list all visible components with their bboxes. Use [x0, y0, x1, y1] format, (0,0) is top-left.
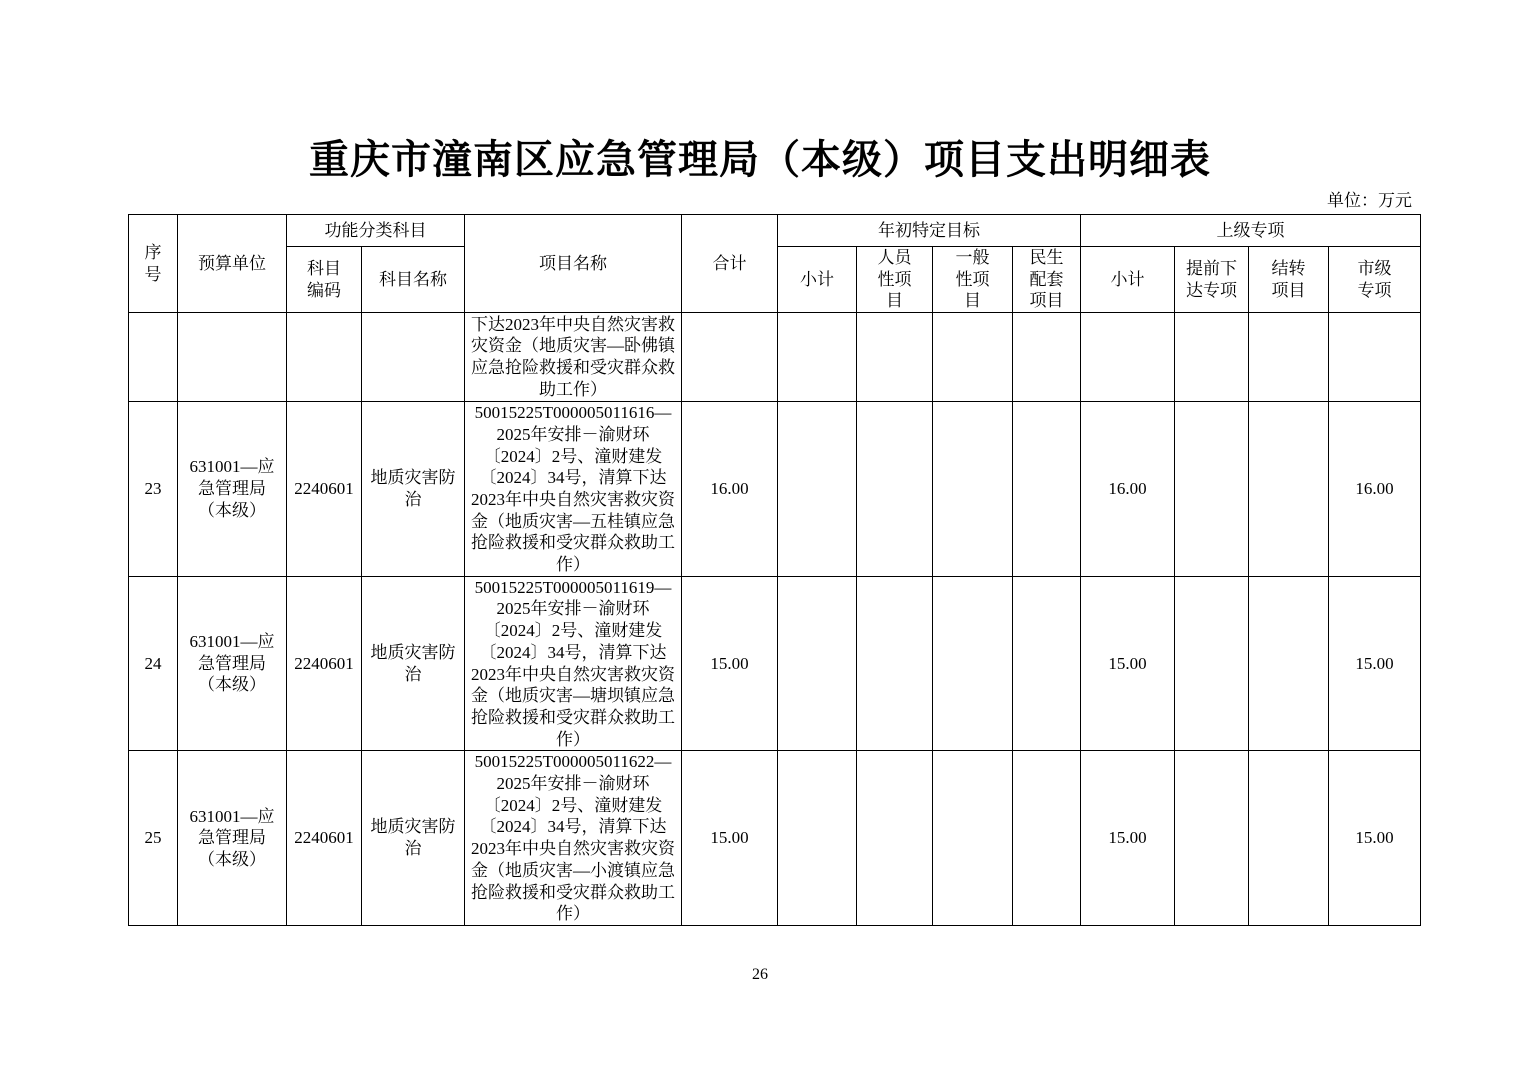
cell-sp-subtotal: 16.00 [1081, 402, 1175, 577]
header-sp-subtotal: 小计 [1081, 247, 1175, 313]
cell-seq [129, 313, 178, 402]
cell-subject: 地质灾害防治 [362, 402, 465, 577]
cell-empty [933, 576, 1013, 751]
cell-sp-city: 15.00 [1329, 576, 1421, 751]
cell-subject: 地质灾害防治 [362, 576, 465, 751]
cell-sp-subtotal: 15.00 [1081, 576, 1175, 751]
unit-label: 单位：万元 [1327, 191, 1412, 210]
cell-empty [857, 402, 933, 577]
cell-total: 16.00 [682, 402, 778, 577]
project-expenditure-table [128, 214, 1421, 926]
cell-code: 2240601 [287, 576, 362, 751]
cell-code: 2240601 [287, 751, 362, 926]
header-at-livelihood: 民生配套项目 [1013, 247, 1081, 313]
table-row [129, 576, 1421, 751]
cell-total: 15.00 [682, 576, 778, 751]
cell-empty [1175, 576, 1249, 751]
header-total: 合计 [682, 215, 778, 313]
cell-project: 50015225T000005011619—2025年安排－渝财环〔2024〕2号、潼财建发〔2024〕34号，清算下达2023年中央自然灾害救灾资金（地质灾害—塘坝镇应急抢险救援和受灾群众救助工作） [465, 576, 682, 751]
header-at-general: 一般性项目 [933, 247, 1013, 313]
header-sp-advance: 提前下达专项 [1175, 247, 1249, 313]
cell-empty [1249, 751, 1329, 926]
cell-code [287, 313, 362, 402]
cell-empty [857, 313, 933, 402]
cell-sp-city [1329, 313, 1421, 402]
cell-total: 15.00 [682, 751, 778, 926]
cell-unit: 631001—应急管理局（本级） [178, 402, 287, 577]
header-subj-name: 科目名称 [362, 247, 465, 313]
cell-sp-subtotal: 15.00 [1081, 751, 1175, 926]
cell-seq: 25 [129, 751, 178, 926]
cell-empty [778, 313, 857, 402]
header-seq: 序号 [129, 215, 178, 313]
page-title: 重庆市潼南区应急管理局（本级）项目支出明细表 [309, 137, 1211, 183]
cell-unit: 631001—应急管理局（本级） [178, 576, 287, 751]
cell-unit: 631001—应急管理局（本级） [178, 751, 287, 926]
cell-subject [362, 313, 465, 402]
header-row-1 [129, 215, 1421, 247]
header-superior: 上级专项 [1081, 215, 1421, 247]
cell-empty [1249, 313, 1329, 402]
cell-unit [178, 313, 287, 402]
cell-empty [1249, 402, 1329, 577]
cell-empty [778, 402, 857, 577]
header-at-personnel: 人员性项目 [857, 247, 933, 313]
cell-empty [933, 751, 1013, 926]
cell-seq: 24 [129, 576, 178, 751]
header-sp-carryover: 结转项目 [1249, 247, 1329, 313]
cell-empty [778, 576, 857, 751]
cell-empty [1175, 313, 1249, 402]
header-sp-city: 市级专项 [1329, 247, 1421, 313]
cell-empty [1013, 313, 1081, 402]
table-row [129, 402, 1421, 577]
cell-empty [1175, 402, 1249, 577]
page-number: 26 [752, 966, 768, 983]
cell-empty [778, 751, 857, 926]
header-at-subtotal: 小计 [778, 247, 857, 313]
header-subj-code: 科目编码 [287, 247, 362, 313]
cell-code: 2240601 [287, 402, 362, 577]
cell-empty [933, 402, 1013, 577]
table-row [129, 313, 1421, 402]
cell-empty [1013, 576, 1081, 751]
cell-empty [1013, 402, 1081, 577]
header-project-name: 项目名称 [465, 215, 682, 313]
cell-project: 50015225T000005011616—2025年安排－渝财环〔2024〕2号、潼财建发〔2024〕34号，清算下达2023年中央自然灾害救灾资金（地质灾害—五桂镇应急抢险救援和受灾群众救助工作） [465, 402, 682, 577]
cell-subject: 地质灾害防治 [362, 751, 465, 926]
cell-empty [1249, 576, 1329, 751]
cell-sp-city: 15.00 [1329, 751, 1421, 926]
header-annual-target: 年初特定目标 [778, 215, 1081, 247]
cell-empty [857, 751, 933, 926]
cell-project: 50015225T000005011622—2025年安排－渝财环〔2024〕2号、潼财建发〔2024〕34号，清算下达2023年中央自然灾害救灾资金（地质灾害—小渡镇应急抢险救援和受灾群众救助工作） [465, 751, 682, 926]
cell-sp-subtotal [1081, 313, 1175, 402]
cell-project: 下达2023年中央自然灾害救灾资金（地质灾害—卧佛镇应急抢险救援和受灾群众救助工作） [465, 313, 682, 402]
cell-seq: 23 [129, 402, 178, 577]
cell-empty [1013, 751, 1081, 926]
cell-total [682, 313, 778, 402]
cell-empty [933, 313, 1013, 402]
cell-sp-city: 16.00 [1329, 402, 1421, 577]
table-row [129, 751, 1421, 926]
header-func-class: 功能分类科目 [287, 215, 465, 247]
header-budget-unit: 预算单位 [178, 215, 287, 313]
cell-empty [857, 576, 933, 751]
cell-empty [1175, 751, 1249, 926]
